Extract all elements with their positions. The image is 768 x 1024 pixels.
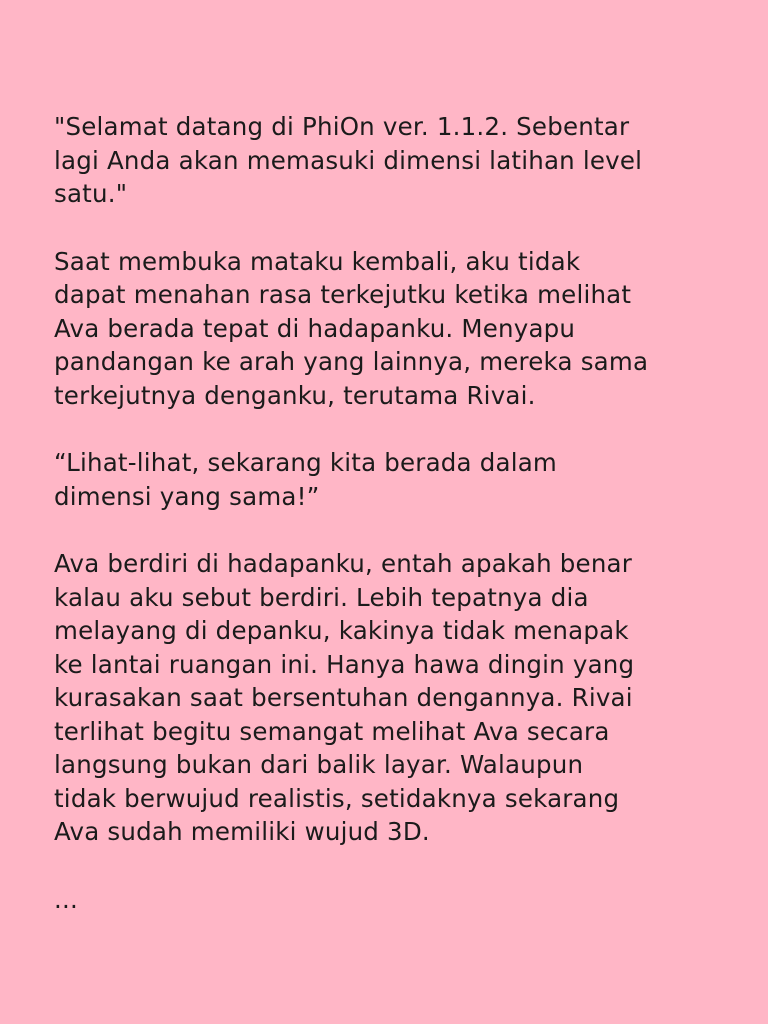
text-line: satu.": [54, 179, 128, 208]
text-line: kalau aku sebut berdiri. Lebih tepatnya dia: [54, 582, 589, 612]
text-line: Saat membuka mataku kembali, aku tidak: [54, 246, 581, 276]
text-line: Ava berdiri di hadapanku, entah apakah benar: [54, 549, 633, 578]
text-line: dapat menahan rasa terkejutku ketika melihat: [54, 280, 632, 309]
ellipsis-text: ...: [54, 884, 78, 914]
text-line: terlihat begitu semangat melihat Ava secara: [54, 716, 610, 746]
paragraph-system-message: [54, 110, 724, 211]
text-line: terkejutnya denganku, terutama Rivai.: [54, 380, 536, 410]
paragraph-narration-2: [54, 547, 724, 849]
text-line: lagi Anda akan memasuki dimensi latihan level: [54, 145, 643, 175]
text-line: kurasakan saat bersentuhan dengannya. Rivai: [54, 683, 633, 712]
text-line: Ava berada tepat di hadapanku. Menyapu: [54, 313, 576, 343]
text-line: “Lihat-lihat, sekarang kita berada dalam: [54, 448, 558, 477]
text-line: "Selamat datang di PhiOn ver. 1.1.2. Sebentar: [54, 112, 630, 141]
text-line: dimensi yang sama!”: [54, 481, 320, 511]
text-line: langsung bukan dari balik layar. Walaupun: [54, 750, 584, 779]
paragraph-dialogue: [54, 446, 724, 513]
text-line: Ava sudah memiliki wujud 3D.: [54, 817, 430, 846]
story-text: [54, 110, 724, 950]
text-line: tidak berwujud realistis, setidaknya sekarang: [54, 783, 620, 813]
text-line: melayang di depanku, kakinya tidak menapak: [54, 616, 629, 645]
text-line: pandangan ke arah yang lainnya, mereka sama: [54, 347, 649, 376]
text-line: ke lantai ruangan ini. Hanya hawa dingin yang: [54, 649, 635, 679]
paragraph-narration-1: [54, 245, 724, 413]
paragraph-ellipsis: [54, 883, 724, 917]
